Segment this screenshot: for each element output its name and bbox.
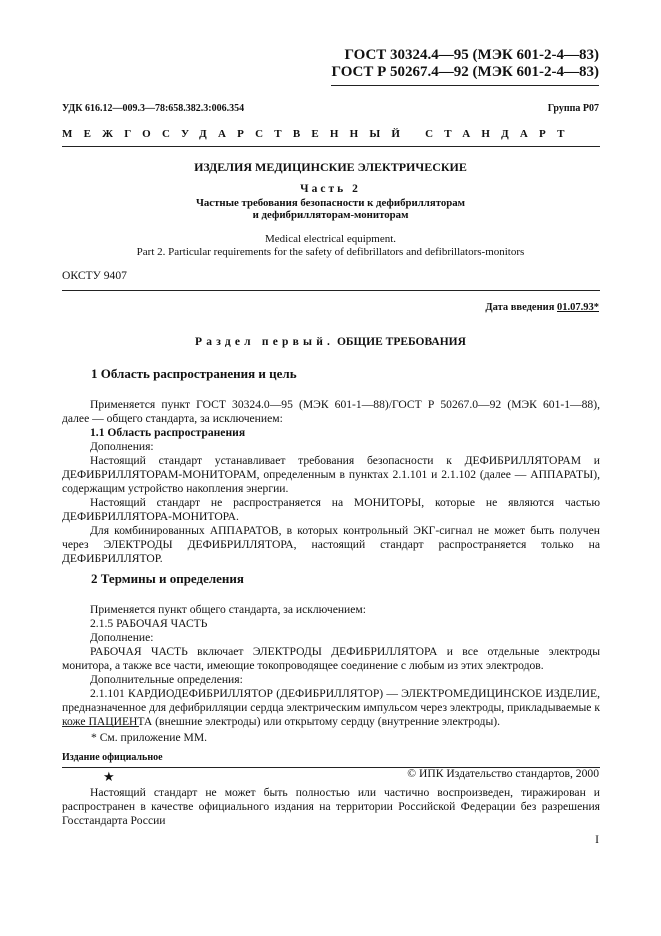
reproduction-notice: Настоящий стандарт не может быть полностью или частично воспроизведен, тиражирован и распространен в качестве официального издания на территории Российской Федерации без разрешения Госстандарта России [62,786,600,827]
doc-title-en-1: Medical electrical equipment. [264,233,397,245]
udk-code: УДК 616.12—009.3—78:658.382.3:006.354 [62,103,245,114]
star-icon: ★ [103,769,115,784]
gost-designation-2: ГОСТ Р 50267.4—92 (МЭК 601-2-4—83) [331,64,599,80]
header-rule [331,85,599,86]
s2-p2: 2.1.5 РАБОЧАЯ ЧАСТЬ [90,617,208,630]
section-heading [0,336,661,348]
intro-date-value: 01.07.93* [557,302,599,313]
intro-date [485,302,599,313]
standard-type: МЕЖГОСУДАРСТВЕННЫЙ СТАНДАРТ [62,128,576,140]
doc-title-en-2: Part 2. Particular requirements for the safety of defibrillators and defibrillators-monitors [136,246,525,258]
s2-p1: Применяется пункт общего стандарта, за исключением: [90,603,366,616]
s1-p2: Настоящий стандарт устанавливает требования безопасности к ДЕФИБРИЛЛЯТОРАМ и ДЕФИБРИЛЛЯТОРАМ-МОНИТОРАМ, определенным в пунктах 2.1.101 и 2.1.102 (далее — АППАРАТЫ), содержащим устройство накопления энергии. [62,454,600,495]
s1-additions: Дополнения: [90,440,154,453]
footnote: * См. приложение ММ. [91,731,208,744]
s1-p1: Применяется пункт ГОСТ 30324.0—95 (МЭК 601-1—88)/ГОСТ Р 50267.0—92 (МЭК 601-1—88), далее — общего стандарта, за исключением: [62,398,600,425]
footnote-rule [62,726,139,727]
page-number: I [595,833,599,846]
s1-sub-heading: 1.1 Область распространения [90,426,246,439]
title-rule-top [62,146,600,147]
section-title: ОБЩИЕ ТРЕБОВАНИЯ [336,336,466,348]
s2-text [62,603,600,729]
doc-subtitle-1: Частные требования безопасности к дефибрилляторам [195,197,466,209]
intro-date-label: Дата введения [485,302,555,313]
s1-p4: Для комбинированных АППАРАТОВ, в которых контрольный ЭКГ-сигнал не может быть получен через ЭЛЕКТРОДЫ ДЕФИБРИЛЛЯТОРА, настоящий стандарт распространяется только на ДЕФИБРИЛЛЯТОР. [62,524,600,565]
doc-title: ИЗДЕЛИЯ МЕДИЦИНСКИЕ ЭЛЕКТРИЧЕСКИЕ [194,160,467,174]
okstu-code: ОКСТУ 9407 [62,269,127,282]
s2-additions: Дополнение: [90,631,154,644]
title-rule-bottom [62,290,600,291]
group-code: Группа Р07 [547,103,599,114]
s2-heading: 2 Термины и определения [91,571,244,586]
s2-add-defs: Дополнительные определения: [90,673,243,686]
s2-p4: 2.1.101 КАРДИОДЕФИБРИЛЛЯТОР (ДЕФИБРИЛЛЯТОР) — ЭЛЕКТРОМЕДИЦИНСКОЕ ИЗДЕЛИЕ, предназначенное для дефибрилляции сердца электрическим импульсом через электроды, прикладываемые к коже ПАЦИЕНТА (внешние электроды) или открытому сердцу (внутренние электроды). [62,687,600,728]
copyright: © ИПК Издательство стандартов, 2000 [407,767,599,780]
doc-subtitle-2: и дефибрилляторам-мониторам [252,209,409,221]
s2-p3: РАБОЧАЯ ЧАСТЬ включает ЭЛЕКТРОДЫ ДЕФИБРИЛЛЯТОРА и все отдельные электроды монитора, а также все части, имеющие токопроводящее соединение с любым из этих электродов. [62,645,600,672]
s1-text [62,398,600,566]
gost-designation-1: ГОСТ 30324.4—95 (МЭК 601-2-4—83) [344,47,599,63]
s1-p3: Настоящий стандарт не распространяется на МОНИТОРЫ, которые не являются частью ДЕФИБРИЛЛЯТОРА-МОНИТОРА. [62,496,600,523]
doc-part: Часть 2 [300,183,361,195]
official-edition-label: Издание официальное [62,752,163,763]
s1-heading: 1 Область распространения и цель [91,366,297,381]
section-prefix: Раздел первый. [195,336,335,348]
